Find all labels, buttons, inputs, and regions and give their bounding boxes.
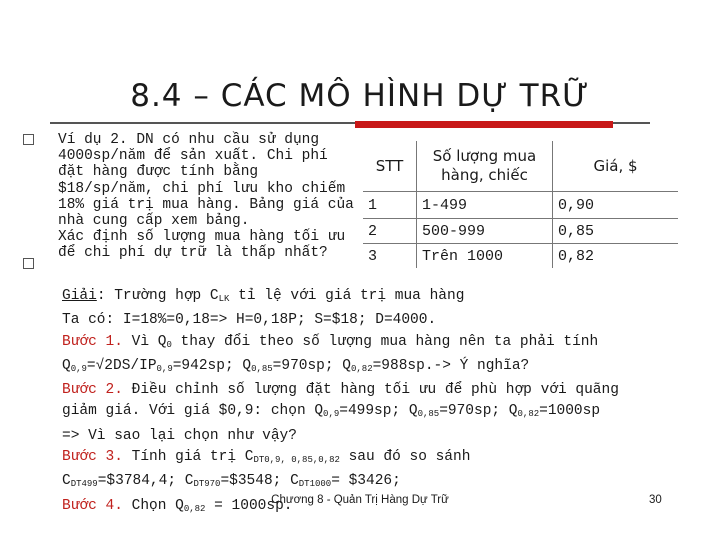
- table-row: [363, 192, 678, 219]
- text-segment: Điều chỉnh số lượng đặt hàng tối ưu để phù hợp với quãng: [122, 382, 619, 399]
- subscript: 0,9: [323, 409, 340, 420]
- text-segment: =1000sp: [539, 403, 601, 420]
- subscript: 0,85: [251, 363, 273, 374]
- text-segment: thay đổi theo số lượng mua hàng nên ta phải tính: [171, 333, 599, 350]
- text-segment: tỉ lệ với giá trị mua hàng: [229, 288, 465, 304]
- subscript: 0,85: [417, 409, 440, 420]
- subscript: 0,82: [351, 363, 373, 374]
- table-cell: 2: [363, 219, 417, 244]
- solution-block: [62, 286, 702, 520]
- text-segment: =970sp; Q: [439, 403, 518, 420]
- subscript: LK: [218, 294, 230, 304]
- solution-line: [62, 401, 702, 425]
- text-segment: =942sp; Q: [172, 357, 252, 374]
- header-quantity: Số lượng mua hàng, chiếc: [417, 141, 553, 192]
- solution-line: [62, 471, 702, 495]
- table-row: [363, 219, 678, 244]
- title-accent-bar: [355, 121, 613, 128]
- subscript: DT499: [70, 479, 98, 490]
- text-segment: Q: [62, 357, 71, 374]
- text-segment: =499sp; Q: [339, 403, 418, 420]
- solution-line: => Vì sao lại chọn như vậy?: [62, 427, 297, 444]
- text-segment: sau đó so sánh: [339, 449, 471, 466]
- header-price: Giá, $: [553, 141, 679, 192]
- subscript: DT0,9, 0,85,0,82: [253, 455, 340, 466]
- example-paragraph-1: Ví dụ 2. DN có nhu cầu sử dụng 4000sp/năm để sản xuất. Chi phí đặt hàng được tính bằng $18/sp/năm, chi phí lưu kho chiếm 18% giá trị mua hàng. Bảng giá của nhà cung cấp xem bảng.: [58, 132, 354, 230]
- text-segment: Chọn Q: [122, 497, 184, 514]
- table-cell: 0,82: [558, 247, 595, 265]
- text-segment: = 1000sp.: [205, 497, 293, 514]
- text-segment: Vì Q: [122, 333, 167, 350]
- step-label: Bước 4.: [62, 497, 123, 514]
- step-label: Bước 1.: [62, 333, 123, 350]
- table-row: [363, 244, 678, 269]
- text-segment: = $3426;: [331, 473, 401, 490]
- text-segment: giảm giá. Với giá $0,9: chọn Q: [62, 403, 324, 420]
- text-segment: =$3548; C: [220, 473, 299, 490]
- table-cell: Trên 1000: [417, 244, 553, 269]
- header-stt: STT: [363, 141, 417, 192]
- solution-line: [62, 286, 702, 310]
- text-segment: Tính giá trị C: [122, 449, 254, 466]
- step-label: Bước 3.: [62, 449, 123, 466]
- subscript: DT970: [193, 479, 221, 490]
- subscript: 0,82: [517, 409, 540, 420]
- table-cell: 1: [363, 192, 417, 219]
- text-segment: =970sp; Q: [272, 357, 351, 374]
- text-segment: =$3784,4; C: [97, 473, 194, 490]
- text-segment: C: [62, 473, 71, 490]
- price-table: [363, 141, 678, 268]
- example-paragraph-2: Xác định số lượng mua hàng tối ưu để chi phí dự trữ là thấp nhất?: [58, 229, 346, 262]
- table-header-row: [363, 141, 678, 192]
- text-segment: =988sp.-> Ý nghĩa?: [372, 357, 530, 374]
- table-cell: 1-499: [417, 192, 553, 219]
- subscript: 0,82: [183, 503, 206, 514]
- example-text: [58, 132, 354, 262]
- page-number: 30: [649, 494, 662, 506]
- solution-line: [62, 447, 702, 471]
- subscript: 0,9: [156, 363, 173, 374]
- slide-title: 8.4 – CÁC MÔ HÌNH DỰ TRỮ: [130, 78, 590, 114]
- subscript: 0: [166, 339, 172, 350]
- text-segment: =√2DS/IP: [86, 357, 157, 374]
- table-cell: 500-999: [417, 219, 553, 244]
- footer-chapter: Chương 8 - Quản Trị Hàng Dự Trữ: [271, 494, 449, 506]
- subscript: 0,9: [70, 363, 87, 374]
- subscript: DT1000: [298, 479, 332, 490]
- text-segment: : Trường hợp C: [96, 288, 219, 304]
- square-bullet-icon: [23, 134, 34, 145]
- square-bullet-icon: [23, 258, 34, 269]
- solution-line: Ta có: I=18%=0,18=> H=0,18P; S=$18; D=4000.: [62, 312, 437, 329]
- table-cell: 3: [363, 244, 417, 269]
- solution-line: [62, 380, 702, 401]
- solution-label: Giải: [62, 288, 97, 304]
- solution-line: [62, 332, 702, 356]
- step-label: Bước 2.: [62, 382, 123, 399]
- table-cell: 0,85: [553, 219, 679, 244]
- solution-line: [62, 356, 702, 380]
- table-cell: 0,90: [553, 192, 679, 219]
